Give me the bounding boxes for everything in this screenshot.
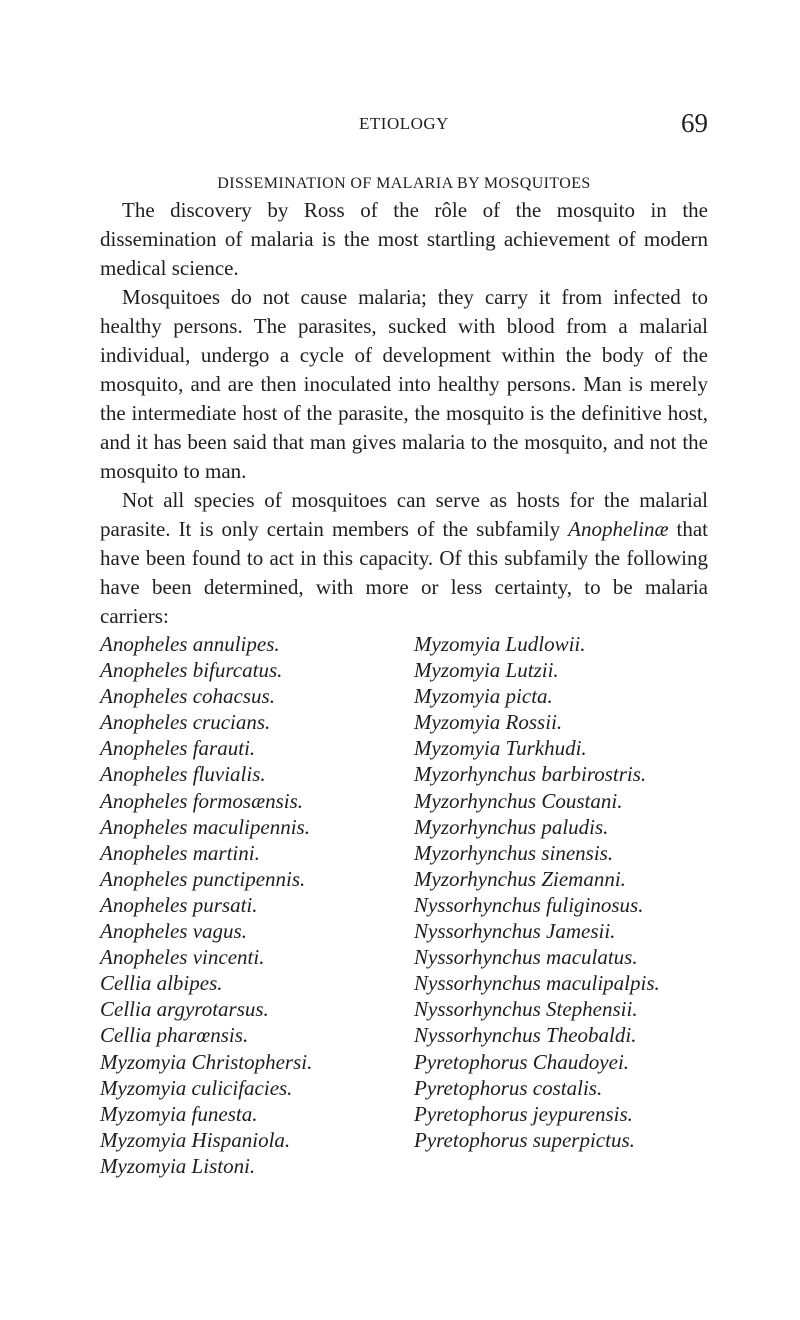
page-number: 69 xyxy=(681,108,708,138)
species-item: Anopheles crucians. xyxy=(100,710,271,735)
species-item: Myzorhynchus sinensis. xyxy=(414,840,614,865)
species-list xyxy=(100,631,708,1179)
species-item: Cellia pharœnsis. xyxy=(100,1023,249,1048)
species-item: Cellia albipes. xyxy=(100,971,223,996)
species-item: Anopheles martini. xyxy=(100,840,260,865)
species-item: Myzomyia Hispaniola. xyxy=(100,1127,291,1152)
species-item: Nyssorhynchus maculatus. xyxy=(414,945,638,970)
running-title: ETIOLOGY xyxy=(359,114,449,133)
species-item: Nyssorhynchus fuliginosus. xyxy=(414,892,644,917)
species-item: Myzorhynchus Coustani. xyxy=(414,788,623,813)
species-item: Myzomyia funesta. xyxy=(100,1101,258,1126)
paragraph-3 xyxy=(100,486,708,631)
species-item: Anopheles vagus. xyxy=(100,919,247,944)
paragraph-2: Mosquitoes do not cause malaria; they carry it from infected to healthy persons. The parasites, sucked with blood from a malarial individual, undergo a cycle of development within the body of the mosquito, and are then inoculated into healthy persons. Man is merely the intermediate host of the parasite, the mosquito is the definitive host, and it has been said that man gives malaria to the mosquito, and not the mosquito to man. xyxy=(100,285,708,483)
species-item: Anopheles farauti. xyxy=(100,736,256,761)
text-block xyxy=(100,172,708,1179)
species-item: Nyssorhynchus Jamesii. xyxy=(414,919,616,944)
species-item: Anopheles vincenti. xyxy=(100,945,265,970)
species-item: Myzomyia Rossii. xyxy=(414,710,563,735)
species-item: Myzomyia Ludlowii. xyxy=(414,632,586,656)
species-item: Anopheles formosænsis. xyxy=(100,788,304,813)
species-item: Myzomyia Turkhudi. xyxy=(414,736,587,761)
species-item: Myzomyia culicifacies. xyxy=(100,1075,293,1100)
species-item: Anopheles annulipes. xyxy=(100,632,280,656)
species-item: Pyretophorus Chaudoyei. xyxy=(414,1049,630,1074)
species-item: Myzorhynchus Ziemanni. xyxy=(414,866,626,891)
paragraph-3-text-b: that have been found to act in this capacity. Of this subfamily the following have been determined, with more or less certainty, to be malaria carriers: xyxy=(100,517,708,628)
species-item: Pyretophorus superpictus. xyxy=(414,1127,635,1152)
species-item: Nyssorhynchus maculipalpis. xyxy=(414,971,660,996)
species-column-right xyxy=(414,631,708,1179)
running-head xyxy=(100,108,708,152)
species-item: Anopheles fluvialis. xyxy=(100,762,266,787)
subfamily-name: Anophelinæ xyxy=(568,517,669,541)
species-item: Anopheles pursati. xyxy=(100,892,258,917)
species-item: Pyretophorus costalis. xyxy=(414,1075,603,1100)
species-item: Anopheles cohacsus. xyxy=(100,684,275,709)
species-item: Nyssorhynchus Theobaldi. xyxy=(414,1023,637,1048)
species-item: Myzomyia Christophersi. xyxy=(100,1049,313,1074)
paragraph-1: The discovery by Ross of the rôle of the mosquito in the dissemination of malaria is the most startling achievement of modern medical science. xyxy=(100,198,708,280)
species-item: Myzorhynchus barbirostris. xyxy=(414,762,647,787)
species-column-left xyxy=(100,631,414,1179)
species-item: Anopheles bifurcatus. xyxy=(100,658,283,683)
species-item: Myzomyia Lutzii. xyxy=(414,658,559,683)
species-item: Pyretophorus jeypurensis. xyxy=(414,1101,633,1126)
species-item: Myzomyia Listoni. xyxy=(100,1153,256,1178)
species-item: Nyssorhynchus Stephensii. xyxy=(414,997,638,1022)
paragraph-3-text-a: Not all species of mosquitoes can serve as hosts for the malarial parasite. It is only certain members of the subfamily xyxy=(100,488,708,541)
species-item: Cellia argyrotarsus. xyxy=(100,997,269,1022)
species-item: Myzomyia picta. xyxy=(414,684,553,709)
species-item: Anopheles maculipennis. xyxy=(100,814,310,839)
species-item: Anopheles punctipennis. xyxy=(100,866,306,891)
species-item: Myzorhynchus paludis. xyxy=(414,814,609,839)
section-heading: DISSEMINATION OF MALARIA BY MOSQUITOES xyxy=(217,175,591,192)
